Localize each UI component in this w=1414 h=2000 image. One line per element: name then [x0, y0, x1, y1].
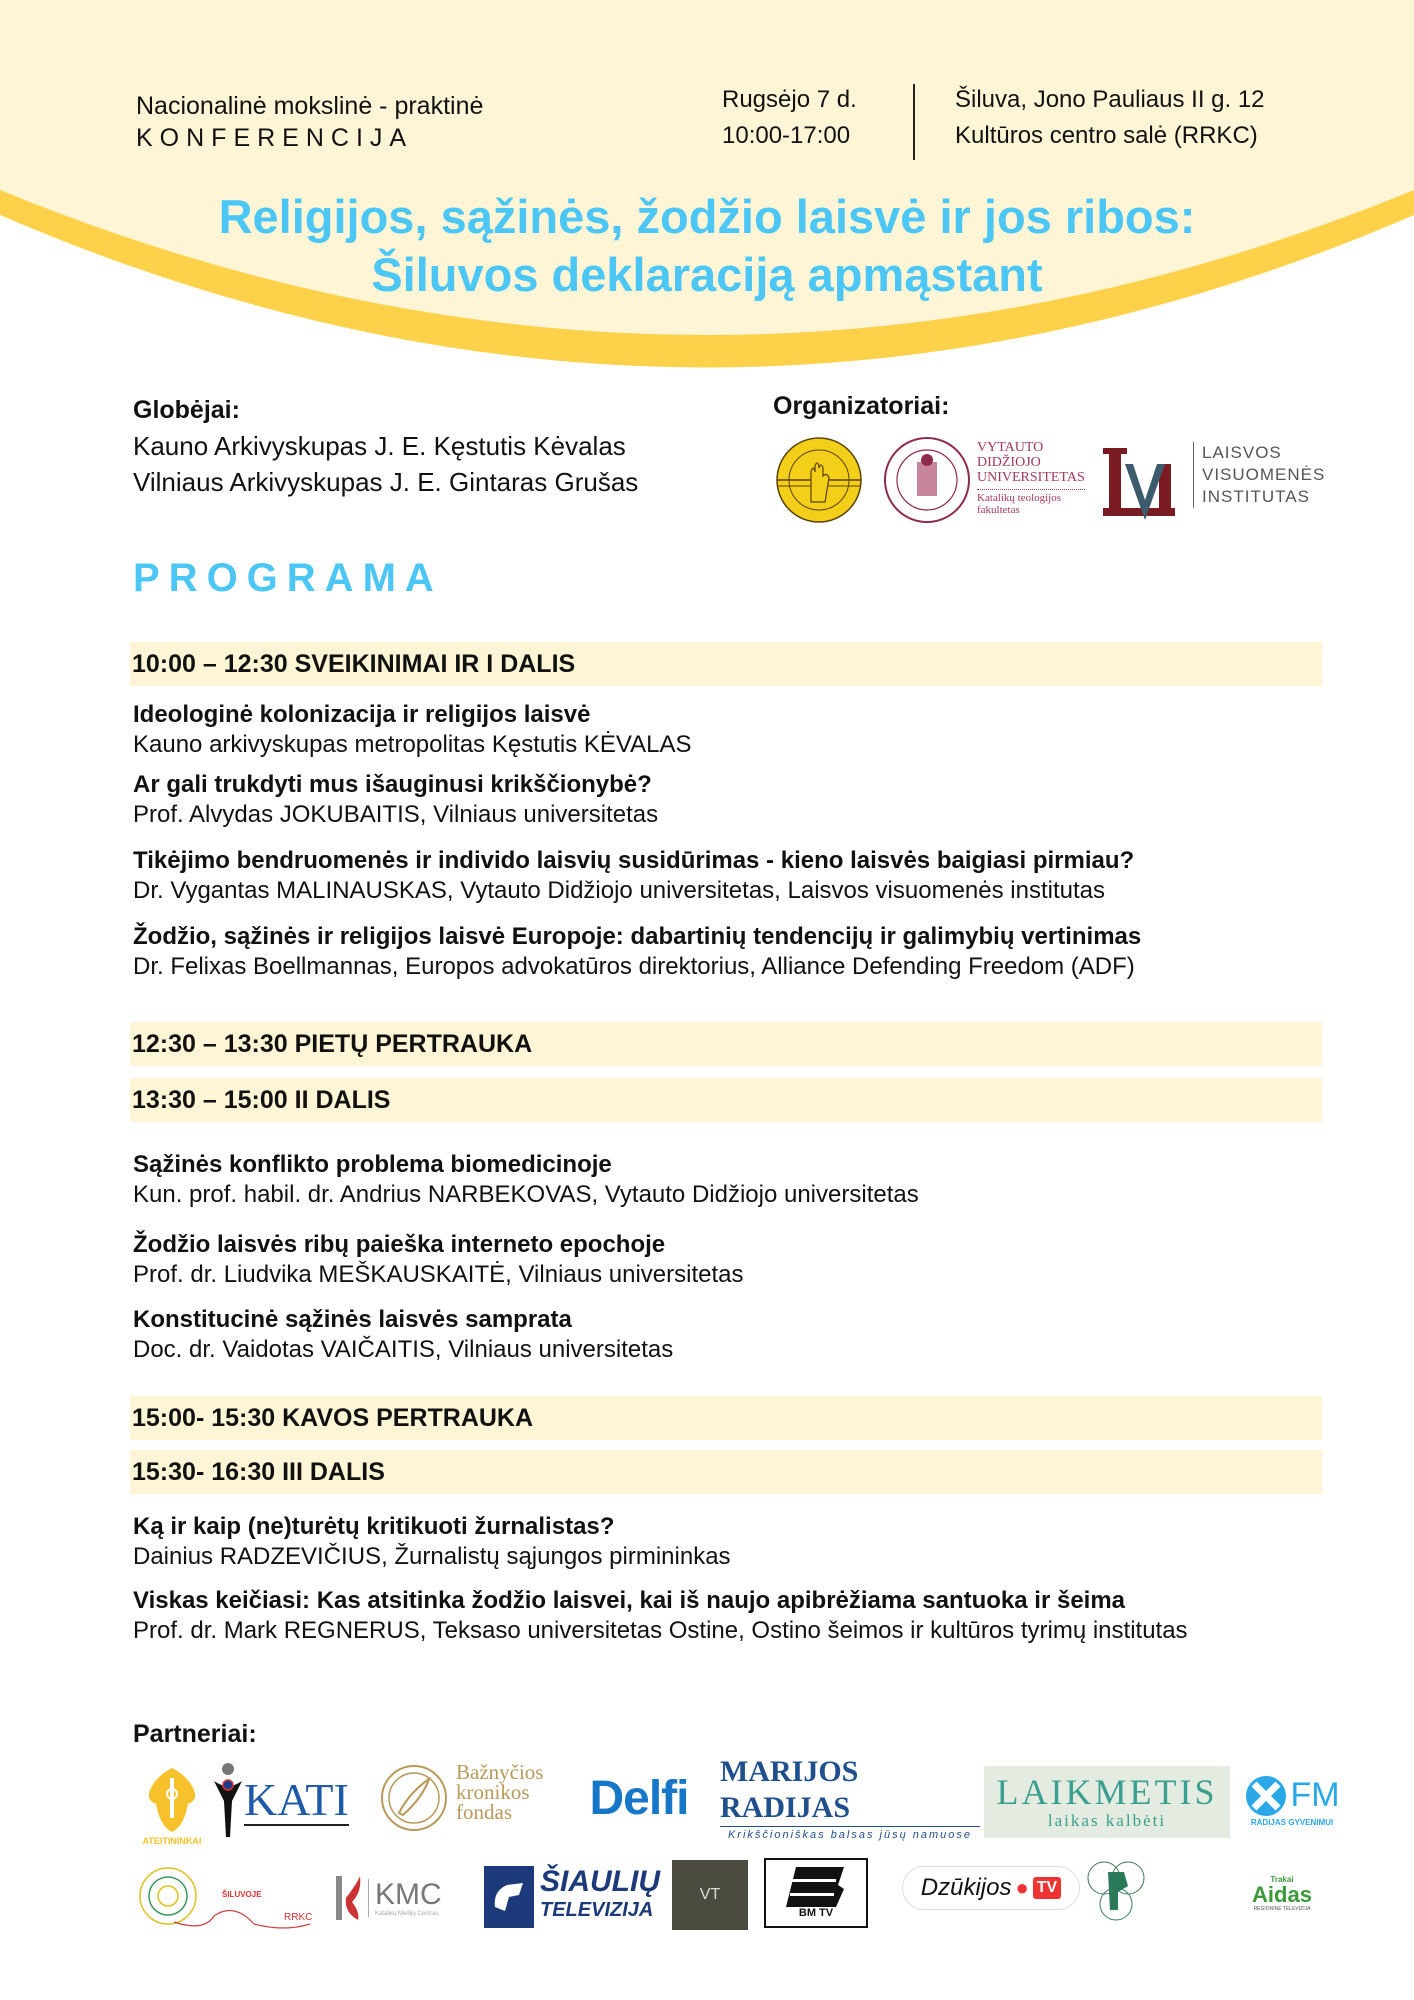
event-datetime: [722, 82, 857, 154]
laikmetis-text: LAIKMETIS: [996, 1772, 1218, 1812]
vdu-faculty: [977, 489, 1085, 516]
session-band: 15:30- 16:30 III DALIS: [130, 1450, 1322, 1494]
logo-delfi: Delfi: [589, 1771, 689, 1825]
session-band: 15:00- 15:30 KAVOS PERTRAUKA: [130, 1396, 1322, 1440]
laikmetis-sub: laikas kalbėti: [1047, 1811, 1167, 1830]
kmc-text: KMC: [375, 1878, 442, 1911]
talk-speaker: Dainius RADZEVIČIUS, Žurnalistų sąjungos pirmininkas: [133, 1543, 731, 1570]
kmc-flame-icon: [334, 1872, 364, 1924]
conference-title: [0, 188, 1414, 304]
bmtv-text: BM TV: [798, 1907, 834, 1919]
vdu-line: VYTAUTO: [977, 440, 1044, 455]
quill-emblem-icon: [379, 1763, 449, 1833]
talk-title: Sąžinės konflikto problema biomedicinoje: [133, 1151, 612, 1178]
logo-siauliu-tv-text: [540, 1865, 660, 1924]
logo-kmc: [334, 1872, 466, 1924]
talk-title: Viskas keičiasi: Kas atsitinka žodžio laisvei, kai iš naujo apibrėžiama santuoka ir šeima: [133, 1587, 1126, 1614]
event-time: 10:00-17:00: [722, 122, 851, 149]
title-line-2: Šiluvos deklaraciją apmąstant: [371, 248, 1043, 301]
vdu-text: [977, 440, 1085, 516]
talk-item: [133, 846, 1134, 906]
siauliu-line: TELEVIZIJA: [540, 1899, 654, 1921]
marijos-sub: Krikščioniškas balsas jūsų namuose: [727, 1828, 973, 1841]
logo-laikmetis: [984, 1766, 1230, 1838]
kati-figure-icon: [212, 1761, 244, 1841]
logo-baznycios-kronikos-text: [456, 1762, 543, 1822]
talk-item: [133, 922, 1141, 982]
patron-name: Vilniaus Arkivyskupas J. E. Gintaras Grušas: [133, 467, 639, 497]
partners-heading: Partneriai:: [133, 1720, 257, 1748]
organizers-section: [773, 392, 949, 421]
kati-text: KATI: [244, 1774, 349, 1825]
aidas-sub: REGIONINĖ TELEVIZIJA: [1253, 1905, 1311, 1912]
talk-speaker: Prof. Alvydas JOKUBAITIS, Vilniaus universitetas: [133, 801, 659, 828]
xfm-mark: [1244, 1774, 1339, 1818]
conference-type-block: [136, 90, 483, 154]
kmc-text-block: [368, 1879, 442, 1917]
event-address: Šiluva, Jono Pauliaus II g. 12: [955, 86, 1265, 113]
lvi-monogram-icon: [1103, 444, 1187, 520]
bkf-line: kronikos: [456, 1780, 530, 1804]
kmc-sub: Katalikų Medijų Centras: [375, 1911, 439, 1917]
logo-baznycios-kronikos-emblem: [378, 1762, 450, 1834]
talk-title: Žodžio laisvės ribų paieška interneto epochoje: [133, 1231, 666, 1258]
xfm-text: FM: [1290, 1776, 1340, 1814]
conference-type: Nacionalinė mokslinė - praktinė: [136, 92, 484, 120]
logo-bmtv: [764, 1858, 868, 1928]
organizers-heading: Organizatoriai:: [773, 392, 950, 420]
talk-item: [133, 1586, 1188, 1646]
logo-dzukijos-tv: [902, 1866, 1080, 1910]
talk-title: Ideologinė kolonizacija ir religijos laisvė: [133, 701, 591, 728]
lvi-line: VISUOMENĖS: [1202, 465, 1326, 484]
conference-label: KONFERENCIJA: [136, 124, 414, 152]
talk-item: [133, 770, 658, 830]
vdu-faculty-line: fakultetas: [977, 504, 1020, 516]
session-band: 10:00 – 12:30 SVEIKINIMAI IR I DALIS: [130, 642, 1322, 686]
bkf-line: fondas: [456, 1800, 512, 1824]
logo-vt: [672, 1860, 748, 1930]
talk-title: Konstitucinė sąžinės laisvės samprata: [133, 1306, 572, 1333]
patrons-heading: Globėjai:: [133, 396, 240, 424]
logo-kati: [212, 1760, 366, 1842]
siauliu-line: ŠIAULIŲ: [540, 1865, 660, 1898]
logo-p-circles: [1084, 1858, 1148, 1926]
ateitininkai-emblem-icon: [144, 1766, 200, 1836]
talk-title: Žodžio, sąžinės ir religijos laisvė Europoje: dabartinių tendencijų ir galimybių vertinimas: [133, 923, 1142, 950]
xfm-circle-icon: [1244, 1774, 1288, 1818]
talk-speaker: Kauno arkivyskupas metropolitas Kęstutis KĖVALAS: [133, 731, 692, 758]
talk-speaker: Kun. prof. habil. dr. Andrius NARBEKOVAS, Vytauto Didžiojo universitetas: [133, 1181, 919, 1208]
lvi-line: INSTITUTAS: [1202, 487, 1310, 506]
vt-text: VT: [699, 1886, 721, 1903]
dzukijos-text: Dzūkijos: [920, 1874, 1012, 1901]
session-band: 12:30 – 13:30 PIETŲ PERTRAUKA: [130, 1022, 1322, 1066]
lvi-text: [1193, 442, 1325, 508]
university-seal-icon: [883, 436, 971, 524]
vdu-faculty-line: Katalikų teologijos: [977, 492, 1062, 504]
marijos-text: MARIJOS RADIJAS: [720, 1754, 980, 1827]
logo-marijos-radijas: [720, 1754, 980, 1841]
dzukijos-tv-badge: TV: [1033, 1877, 1061, 1899]
talk-speaker: Prof. dr. Mark REGNERUS, Teksaso universitetas Ostine, Ostino šeimos ir kultūros tyrimų institutas: [133, 1617, 1188, 1644]
talk-item: [133, 1305, 673, 1365]
logo-trakai-aidas: [1232, 1860, 1332, 1926]
rrkc-label-a: ŠILUVOJE: [222, 1890, 262, 1899]
event-venue: Kultūros centro salė (RRKC): [955, 122, 1258, 149]
talk-title: Ar gali trukdyti mus išauginusi krikščionybė?: [133, 771, 652, 798]
logo-siauliu-tv-mark: [484, 1866, 534, 1928]
aidas-b: Aidas: [1252, 1881, 1312, 1907]
talk-speaker: Dr. Felixas Boellmannas, Europos advokatūros direktorius, Alliance Defending Freedom (ADF): [133, 953, 1135, 980]
talk-speaker: Prof. dr. Liudvika MEŠKAUSKAITĖ, Vilniaus universitetas: [133, 1261, 744, 1288]
p-circles-icon: [1084, 1858, 1148, 1926]
talk-item: [133, 1512, 731, 1572]
talk-item: [133, 1230, 744, 1290]
talk-title: Tikėjimo bendruomenės ir individo laisvių susidūrimas - kieno laisvės baigiasi pirmiau?: [133, 847, 1135, 874]
lvi-line: LAISVOS: [1202, 443, 1282, 462]
program-heading: PROGRAMA: [133, 556, 443, 600]
rrkc-label-b: RRKC: [284, 1912, 313, 1923]
session-band: 13:30 – 15:00 II DALIS: [130, 1078, 1322, 1122]
organizer-logos: [773, 434, 1333, 526]
vdu-line: DIDŽIOJO: [977, 455, 1041, 470]
patron-name: Kauno Arkivyskupas J. E. Kęstutis Kėvalas: [133, 431, 626, 461]
ateitininkai-label: ATEITININKAI: [142, 1836, 202, 1846]
talk-item: [133, 1150, 919, 1210]
xfm-sub: RADIJAS GYVENIMUI: [1250, 1817, 1334, 1827]
patrons-section: [133, 392, 638, 500]
header-divider: [913, 84, 915, 160]
union-seal-icon: [775, 436, 863, 524]
talk-speaker: Dr. Vygantas MALINAUSKAS, Vytauto Didžiojo universitetas, Laisvos visuomenės institutas: [133, 877, 1105, 904]
logo-vdu-seal: [883, 436, 971, 524]
title-line-1: Religijos, sąžinės, žodžio laisvė ir jos ribos:: [218, 190, 1196, 243]
talk-speaker: Doc. dr. Vaidotas VAIČAITIS, Vilniaus universitetas: [133, 1336, 674, 1363]
event-date: Rugsėjo 7 d.: [722, 86, 857, 113]
aidas-a: Trakai: [1270, 1874, 1294, 1884]
logo-lvi-mark: [1103, 444, 1187, 520]
event-location: [955, 82, 1265, 154]
logo-siluvos-rrkc: [134, 1862, 324, 1936]
bm-b-icon: [786, 1867, 846, 1907]
logo-ateitininkai: [136, 1760, 208, 1852]
talk-title: Ką ir kaip (ne)turėtų kritikuoti žurnalistas?: [133, 1513, 615, 1540]
vdu-line: UNIVERSITETAS: [977, 470, 1085, 485]
logo-krikscioniu-profsajunga: [775, 436, 863, 524]
dzukijos-dot: ●: [1015, 1875, 1029, 1900]
st-mark-icon: [489, 1877, 529, 1917]
bkf-line: Bažnyčios: [456, 1760, 544, 1784]
talk-item: [133, 700, 692, 760]
spiral-icon: [134, 1862, 324, 1936]
logo-xfm: [1236, 1764, 1348, 1836]
